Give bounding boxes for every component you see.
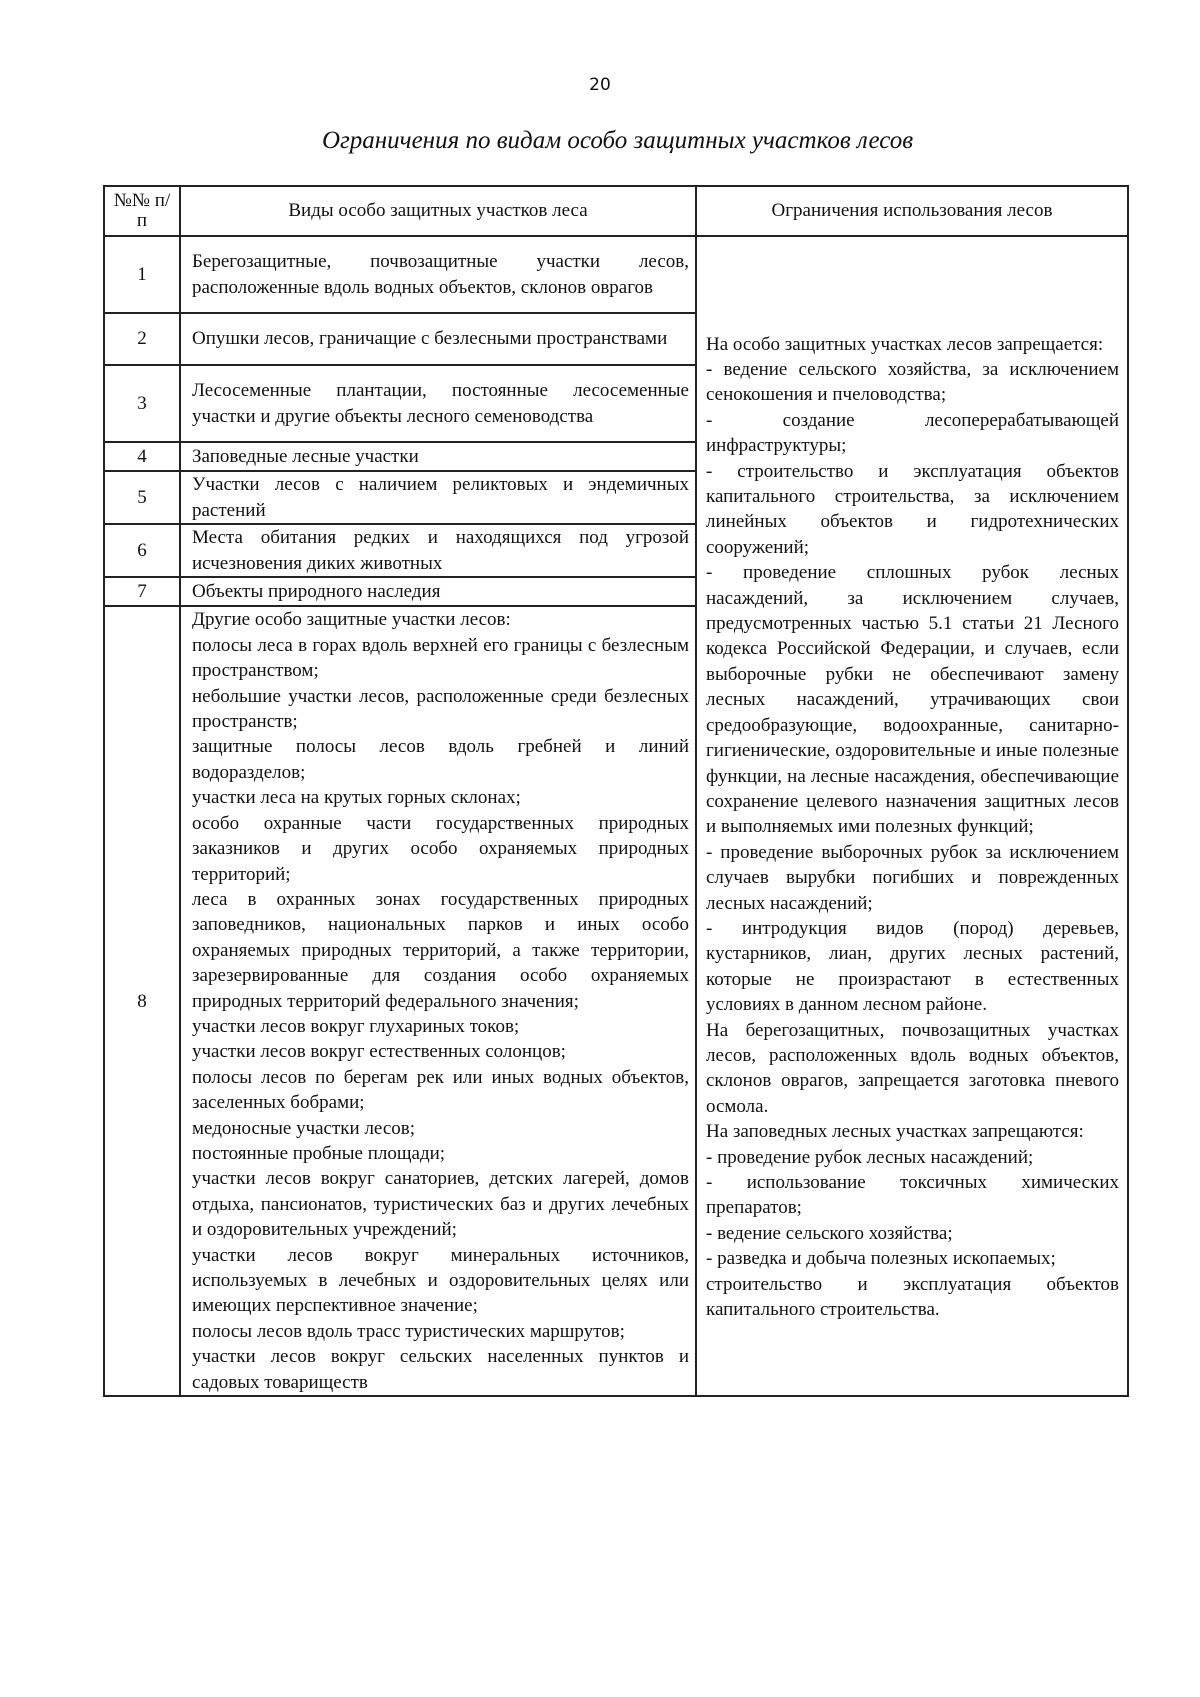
- restriction-item: - использование токсичных химических препаратов;: [706, 1172, 1119, 1219]
- list-item: медоносные участки лесов;: [192, 1117, 416, 1139]
- header-restrictions: Ограничения использования лесов: [696, 186, 1128, 236]
- restriction-item: - проведение сплошных рубок лесных насаждений, за исключением случаев, предусмотренных частью 5.1 статьи 21 Лесного кодекса Российской Федерации, и случаев, если выборочные рубки не обеспечивают замену лесных насаждений, утрачивающих свои средообразующие, водоохранные, санитарно-гигиенические, оздоровительные и иные полезные функции, на лесные насаждения, обеспечивающие сохранение целевого назначения защитных лесов и выполняемых ими полезных функций;: [706, 562, 1119, 838]
- restriction-item: - ведение сельского хозяйства, за исключением сенокошения и пчеловодства;: [706, 359, 1119, 406]
- row-kind: Лесосеменные плантации, постоянные лесосеменные участки и другие объекты лесного семеноводства: [180, 365, 696, 442]
- list-item: участки лесов вокруг минеральных источников, используемых в лечебных и оздоровительных целях или имеющих перспективное значение;: [192, 1244, 689, 1317]
- row-kind: Берегозащитные, почвозащитные участки лесов, расположенные вдоль водных объектов, склонов оврагов: [180, 236, 696, 313]
- table-row: [104, 236, 1128, 313]
- list-item: небольшие участки лесов, расположенные среди безлесных пространств;: [192, 685, 689, 733]
- list-item: особо охранные части государственных природных заказников и других особо охраняемых природных территорий;: [192, 812, 689, 885]
- restriction-item: На особо защитных участках лесов запрещается:: [706, 333, 1104, 355]
- list-item: участки леса на крутых горных склонах;: [192, 787, 521, 809]
- row-number: 6: [104, 524, 180, 577]
- list-item: полосы лесов по берегам рек или иных водных объектов, заселенных бобрами;: [192, 1066, 689, 1114]
- row-number: 8: [104, 606, 180, 1396]
- list-item: полосы леса в горах вдоль верхней его границы с безлесным пространством;: [192, 634, 689, 682]
- list-item: участки лесов вокруг естественных солонцов;: [192, 1041, 566, 1063]
- restrictions-table: [103, 185, 1129, 1397]
- row-number: 1: [104, 236, 180, 313]
- restrictions-cell: [696, 236, 1128, 1396]
- row-number: 7: [104, 577, 180, 606]
- row-kind: Участки лесов с наличием реликтовых и эндемичных растений: [180, 471, 696, 524]
- row-kind: Места обитания редких и находящихся под угрозой исчезновения диких животных: [180, 524, 696, 577]
- restriction-item: - ведение сельского хозяйства;: [706, 1222, 953, 1244]
- row-number: 4: [104, 442, 180, 471]
- restriction-item: - строительство и эксплуатация объектов капитального строительства, за исключением линейных объектов и гидротехнических сооружений;: [706, 460, 1119, 558]
- row-number: 5: [104, 471, 180, 524]
- row-kind-list: [180, 606, 696, 1396]
- list-item: защитные полосы лесов вдоль гребней и линий водоразделов;: [192, 736, 689, 783]
- page-title: Ограничения по видам особо защитных участков лесов: [321, 127, 914, 154]
- list-item: участки лесов вокруг санаториев, детских лагерей, домов отдыха, пансионатов, туристических баз и других лечебных и оздоровительных учреждений;: [192, 1168, 689, 1241]
- row-kind: Опушки лесов, граничащие с безлесными пространствами: [180, 313, 696, 365]
- restriction-item: - проведение выборочных рубок за исключением случаев вырубки погибших и поврежденных лесных насаждений;: [706, 841, 1119, 914]
- row-number: 2: [104, 313, 180, 365]
- header-kind: Виды особо защитных участков леса: [180, 186, 696, 236]
- restriction-item: На берегозащитных, почвозащитных участках лесов, расположенных вдоль водных объектов, склонов оврагов, запрещается заготовка пневого осмола.: [706, 1019, 1119, 1117]
- list-item: участки лесов вокруг сельских населенных пунктов и садовых товариществ: [192, 1346, 689, 1393]
- restriction-item: строительство и эксплуатация объектов капитального строительства.: [706, 1273, 1119, 1321]
- list-item: Другие особо защитные участки лесов:: [192, 609, 511, 631]
- list-item: леса в охранных зонах государственных природных заповедников, национальных парков и иных особо охраняемых природных территорий, а также территории, зарезервированные для создания особо охраняемых природных территорий федерального значения;: [192, 888, 689, 1012]
- row-kind: Заповедные лесные участки: [180, 442, 696, 471]
- list-item: участки лесов вокруг глухариных токов;: [192, 1015, 520, 1037]
- restriction-item: - проведение рубок лесных насаждений;: [706, 1146, 1034, 1168]
- restriction-item: На заповедных лесных участках запрещаются:: [706, 1121, 1084, 1143]
- restriction-item: - создание лесоперерабатывающей инфраструктуры;: [706, 409, 1119, 457]
- table-header-row: [104, 186, 1128, 236]
- header-num: №№ п/п: [104, 186, 180, 236]
- page-number: 20: [589, 75, 611, 95]
- row-kind: Объекты природного наследия: [180, 577, 696, 606]
- list-item: постоянные пробные площади;: [192, 1142, 446, 1164]
- list-item: полосы лесов вдоль трасс туристических маршрутов;: [192, 1320, 625, 1342]
- restriction-item: - интродукция видов (пород) деревьев, кустарников, лиан, других лесных растений, которые не произрастают в естественных условиях в данном лесном районе.: [706, 917, 1119, 1016]
- restriction-item: - разведка и добыча полезных ископаемых;: [706, 1248, 1056, 1270]
- row-number: 3: [104, 365, 180, 442]
